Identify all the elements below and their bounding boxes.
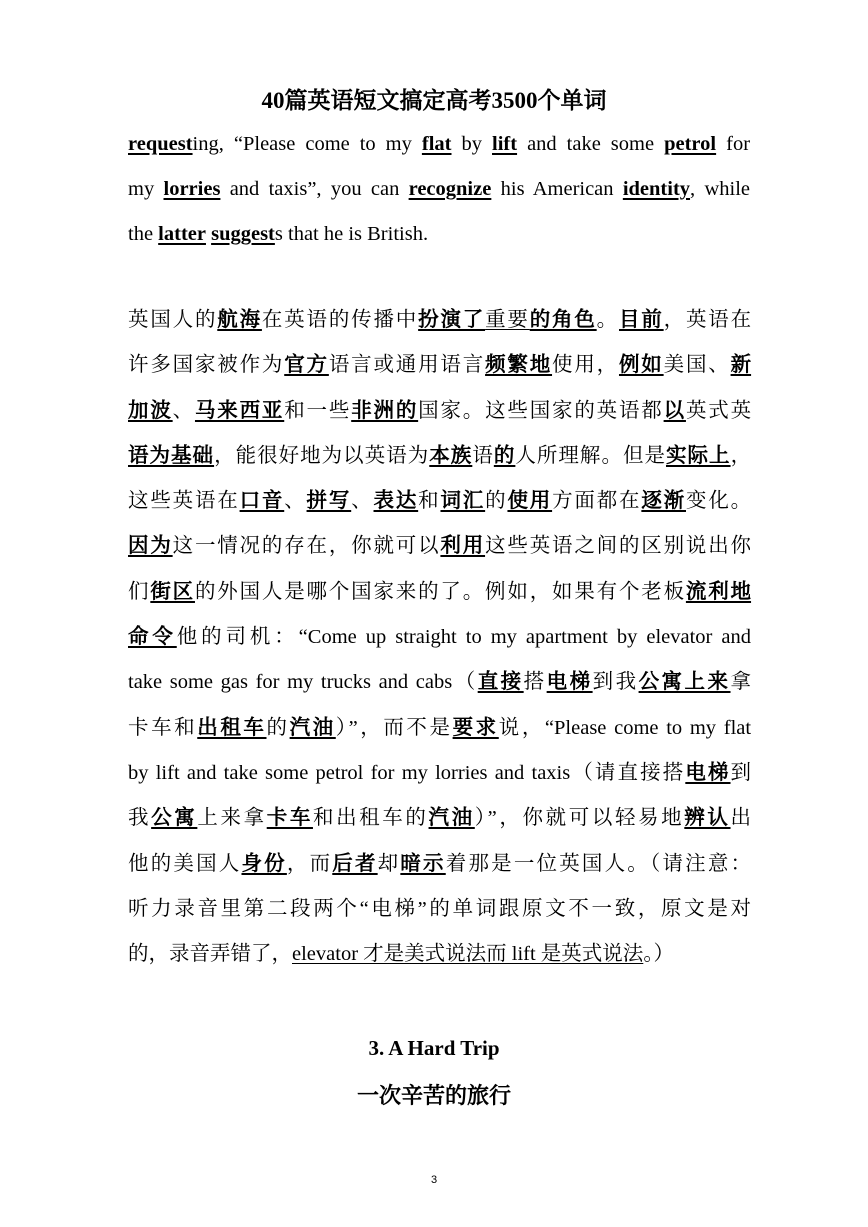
vocab-keyword: 新 — [730, 354, 752, 377]
text-run: 们 — [128, 580, 151, 603]
chinese-line — [128, 660, 751, 705]
text-run: 的 — [266, 716, 290, 739]
text-run: 着那是一位英国人。（请注意： — [445, 852, 752, 875]
vocab-keyword: 流利地 — [685, 580, 752, 603]
text-run: 和一些 — [284, 399, 352, 422]
chinese-line — [128, 524, 751, 569]
text-run: , while — [690, 178, 750, 200]
vocab-keyword: 利用 — [440, 535, 486, 558]
vocab-keyword: 使用 — [507, 490, 553, 513]
chinese-line — [128, 615, 751, 660]
text-run: 方面都在 — [552, 490, 642, 513]
underlined-text: 重要 — [485, 309, 530, 331]
vocab-keyword: 街区 — [150, 580, 195, 603]
text-run: and take some — [517, 133, 665, 155]
text-run: for — [716, 133, 751, 155]
vocab-keyword: 电梯 — [685, 761, 731, 784]
vocab-keyword: 以 — [663, 399, 686, 422]
chinese-line — [128, 751, 751, 796]
vocab-keyword: 非洲的 — [351, 399, 419, 422]
text-run: 语言或通用语言 — [328, 354, 486, 377]
text-run: 却 — [377, 852, 401, 875]
english-line — [128, 122, 750, 167]
chinese-line — [128, 932, 751, 977]
text-run: and taxis”, you can — [220, 178, 409, 200]
page-number: 3 — [430, 1174, 438, 1186]
text-run: 的，录音弄错了， — [128, 943, 292, 966]
vocab-keyword: 直接 — [477, 671, 524, 694]
vocab-keyword: 的角色 — [529, 309, 597, 331]
text-run: my — [128, 178, 164, 200]
chinese-line — [128, 887, 751, 932]
vocab-keyword: 航海 — [217, 309, 262, 331]
text-run: 许多国家被作为 — [128, 354, 285, 377]
text-run: 卡车和 — [128, 716, 198, 739]
vocab-keyword: 语为基础 — [128, 444, 215, 467]
vocab-keyword: 命令 — [128, 626, 177, 649]
vocab-keyword: 口音 — [239, 490, 285, 513]
text-run: by — [451, 133, 493, 155]
vocab-keyword: request — [128, 133, 193, 155]
text-run: 语 — [472, 444, 494, 467]
vocab-keyword: petrol — [664, 133, 717, 155]
vocab-keyword: 出租车 — [197, 716, 267, 739]
text-run: 这一情况的存在，你就可以 — [172, 535, 441, 558]
text-run: 和 — [418, 490, 441, 513]
text-run: 听力录音里第二段两个“电梯”的单词跟原文不一致，原文是对 — [128, 897, 751, 920]
text-run: 到我 — [592, 671, 639, 694]
text-run: 的 — [485, 490, 508, 513]
text-run: ing, “Please come to my — [192, 133, 422, 155]
vocab-keyword: 扮演了 — [418, 309, 486, 331]
vocab-keyword: 逐渐 — [641, 490, 686, 513]
vocab-keyword: lorries — [163, 178, 221, 200]
vocab-keyword: flat — [421, 133, 452, 155]
vocab-keyword: lift — [492, 133, 518, 155]
vocab-keyword: 公寓上来 — [638, 671, 731, 694]
text-run: by lift and take some petrol for my lorries and taxis（请直接搭 — [128, 761, 686, 784]
document-header: 40篇英语短文搞定高考3500个单词 — [261, 88, 607, 113]
chinese-line — [128, 479, 751, 524]
text-run: ，而 — [286, 852, 333, 875]
text-run: 英式英 — [685, 399, 752, 422]
vocab-keyword: 汽油 — [289, 716, 336, 739]
text-run: 使用， — [552, 354, 619, 377]
chinese-translation-paragraph — [128, 298, 751, 977]
vocab-keyword: 官方 — [284, 354, 329, 377]
vocab-keyword: 身份 — [241, 852, 287, 875]
vocab-keyword: 拼写 — [306, 490, 352, 513]
vocab-keyword: 公寓 — [151, 807, 198, 830]
chinese-line — [128, 796, 751, 841]
vocab-keyword: 辨认 — [684, 807, 731, 830]
vocab-keyword: 加波 — [128, 399, 173, 422]
underlined-text: elevator 才是美式说法而 lift 是英式说法 — [292, 943, 644, 966]
text-run: 他的美国人 — [128, 852, 242, 875]
vocab-keyword: suggest — [211, 223, 275, 245]
text-run: 、 — [351, 490, 374, 513]
vocab-keyword: 的 — [493, 444, 516, 467]
text-run: the — [128, 223, 159, 245]
vocab-keyword: 表达 — [373, 490, 419, 513]
vocab-keyword: 实际上 — [666, 444, 731, 467]
text-run: 、 — [172, 399, 195, 422]
vocab-keyword: latter — [158, 223, 206, 245]
text-run: 在英语的传播中 — [261, 309, 419, 331]
text-run: 说，“Please come to my flat — [498, 716, 752, 739]
text-run: his American — [491, 178, 623, 200]
text-run: 。 — [596, 309, 619, 331]
text-run: take some gas for my trucks and cabs（ — [128, 671, 478, 694]
vocab-keyword: 马来西亚 — [194, 399, 285, 422]
english-paragraph — [128, 122, 750, 257]
text-run: 和出租车的 — [312, 807, 429, 830]
chinese-line — [128, 706, 751, 751]
section-title-chinese: 一次辛苦的旅行 — [356, 1083, 511, 1108]
vocab-keyword: 卡车 — [266, 807, 313, 830]
vocab-keyword: 电梯 — [546, 671, 593, 694]
text-run: ，能很好地为以英语为 — [214, 444, 430, 467]
vocab-keyword: 词汇 — [440, 490, 486, 513]
text-run: ， — [730, 444, 752, 467]
text-run: s that he is British. — [274, 223, 429, 245]
text-run: 拿 — [730, 671, 752, 694]
text-run: ，英语在 — [663, 309, 752, 331]
text-run: 英国人的 — [128, 309, 218, 331]
text-run: 变化。 — [686, 490, 752, 513]
vocab-keyword: 汽油 — [428, 807, 475, 830]
vocab-keyword: 本族 — [429, 444, 473, 467]
vocab-keyword: 要求 — [452, 716, 499, 739]
text-run: 、 — [284, 490, 307, 513]
vocab-keyword: 因为 — [128, 535, 173, 558]
text-run: 上来拿 — [197, 807, 267, 830]
english-line — [128, 167, 750, 212]
text-run: 我 — [128, 807, 152, 830]
text-run: ）”，你就可以轻易地 — [474, 807, 685, 830]
text-run: ）”，而不是 — [335, 716, 453, 739]
text-run: 他的司机：“Come up straight to my apartment by elevator and — [176, 626, 751, 649]
vocab-keyword: identity — [622, 178, 691, 200]
vocab-keyword: 暗示 — [400, 852, 446, 875]
chinese-line — [128, 343, 751, 388]
chinese-line — [128, 434, 751, 479]
chinese-line — [128, 389, 751, 434]
vocab-keyword: recognize — [408, 178, 492, 200]
vocab-keyword: 目前 — [619, 309, 664, 331]
text-run: 到 — [730, 761, 752, 784]
text-run: 搭 — [523, 671, 547, 694]
text-run: 这些英语在 — [128, 490, 240, 513]
vocab-keyword: 例如 — [618, 354, 664, 377]
chinese-line — [128, 842, 751, 887]
vocab-keyword: 后者 — [332, 852, 378, 875]
vocab-keyword: 频繁地 — [485, 354, 553, 377]
text-run: 的外国人是哪个国家来的了。例如，如果有个老板 — [194, 580, 686, 603]
section-title-english: 3. A Hard Trip — [368, 1036, 500, 1060]
text-run: 国家。这些国家的英语都 — [418, 399, 664, 422]
text-run: 这些英语之间的区别说出你 — [485, 535, 752, 558]
text-run: 美国、 — [663, 354, 731, 377]
text-run: 。） — [643, 943, 675, 966]
chinese-line — [128, 570, 751, 615]
chinese-line — [128, 298, 751, 343]
text-run: 出 — [730, 807, 752, 830]
english-line — [128, 212, 750, 257]
text-run: 人所理解。但是 — [515, 444, 666, 467]
